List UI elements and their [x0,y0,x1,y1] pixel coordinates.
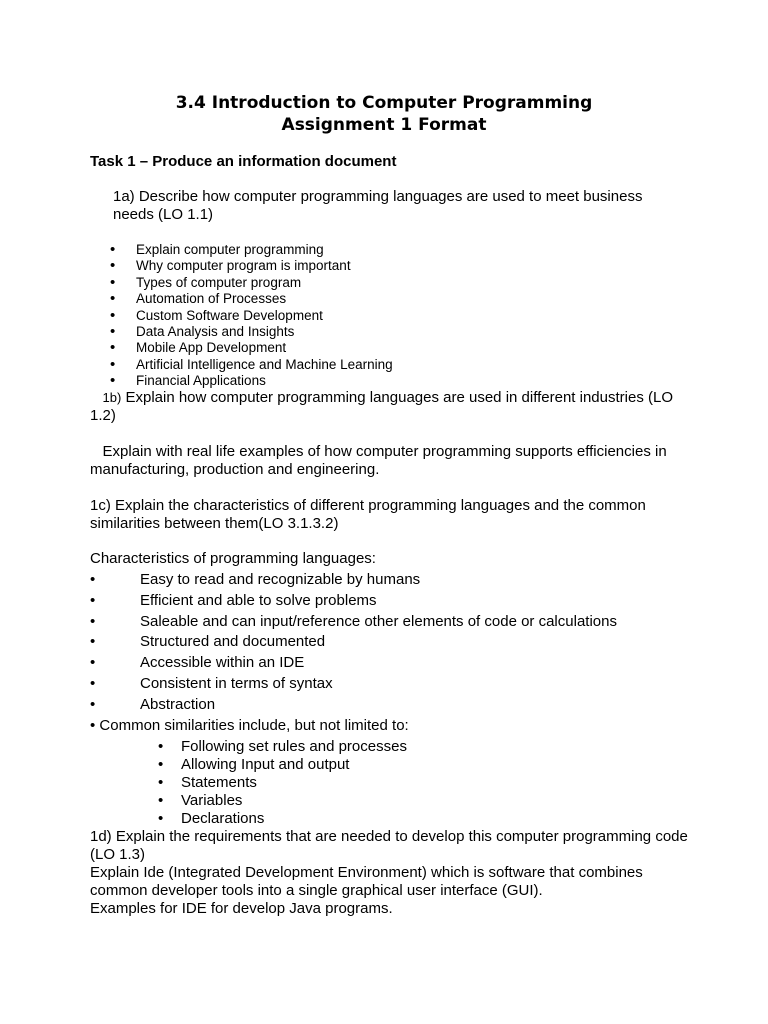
list-item: • Explain computer programming [110,242,393,258]
task1-heading: Task 1 – Produce an information document [90,153,397,170]
list-item: • Custom Software Development [110,308,393,324]
ide-examples: Examples for IDE for develop Java programs. [90,900,393,917]
question-1b-examples [90,443,690,479]
list-item: • Types of computer program [110,275,393,291]
document-title: 3.4 Introduction to Computer Programming [175,93,593,113]
list-item: • Mobile App Development [110,340,393,356]
question-1a-bullet-list [110,242,393,390]
list-item: • Declarations [158,810,407,828]
list-item: • Artificial Intelligence and Machine Learning [110,357,393,373]
question-1b-examples-text: Explain with real life examples of how computer programming supports efficiencies in manufacturing, production and engineering. [90,443,667,478]
list-item: • Statements [158,774,407,792]
list-item: • Automation of Processes [110,291,393,307]
characteristics-list [90,570,617,716]
similarities-list [158,738,407,828]
list-item: • Efficient and able to solve problems [90,591,617,612]
list-item: • Structured and documented [90,632,617,653]
list-item: • Saleable and can input/reference other elements of code or calculations [90,612,617,633]
list-item: • Abstraction [90,695,617,716]
question-1b-label: 1b) [102,390,122,405]
list-item: • Variables [158,792,407,810]
question-1c: 1c) Explain the characteristics of different programming languages and the common similarities between them(LO 3.1.3.2) [90,497,646,532]
characteristics-heading: Characteristics of programming languages: [90,550,376,567]
list-item: • Allowing Input and output [158,756,407,774]
list-item: • Following set rules and processes [158,738,407,756]
list-item: • Why computer program is important [110,258,393,274]
document-subtitle: Assignment 1 Format [281,115,487,135]
question-1b-text: Explain how computer programming languages are used in different industries (LO 1.2) [90,389,674,424]
list-item: • Financial Applications [110,373,393,389]
list-item: • Data Analysis and Insights [110,324,393,340]
question-1d: 1d) Explain the requirements that are needed to develop this computer programming code (LO 1.3) [90,828,688,863]
question-1a: 1a) Describe how computer programming languages are used to meet business needs (LO 1.1) [113,188,643,223]
similarities-heading: • Common similarities include, but not limited to: [90,717,409,734]
ide-explanation: Explain Ide (Integrated Development Environment) which is software that combines common developer tools into a single graphical user interface (GUI). [90,864,643,899]
question-1b [90,389,680,425]
list-item: • Accessible within an IDE [90,653,617,674]
list-item: • Consistent in terms of syntax [90,674,617,695]
list-item: • Easy to read and recognizable by humans [90,570,617,591]
